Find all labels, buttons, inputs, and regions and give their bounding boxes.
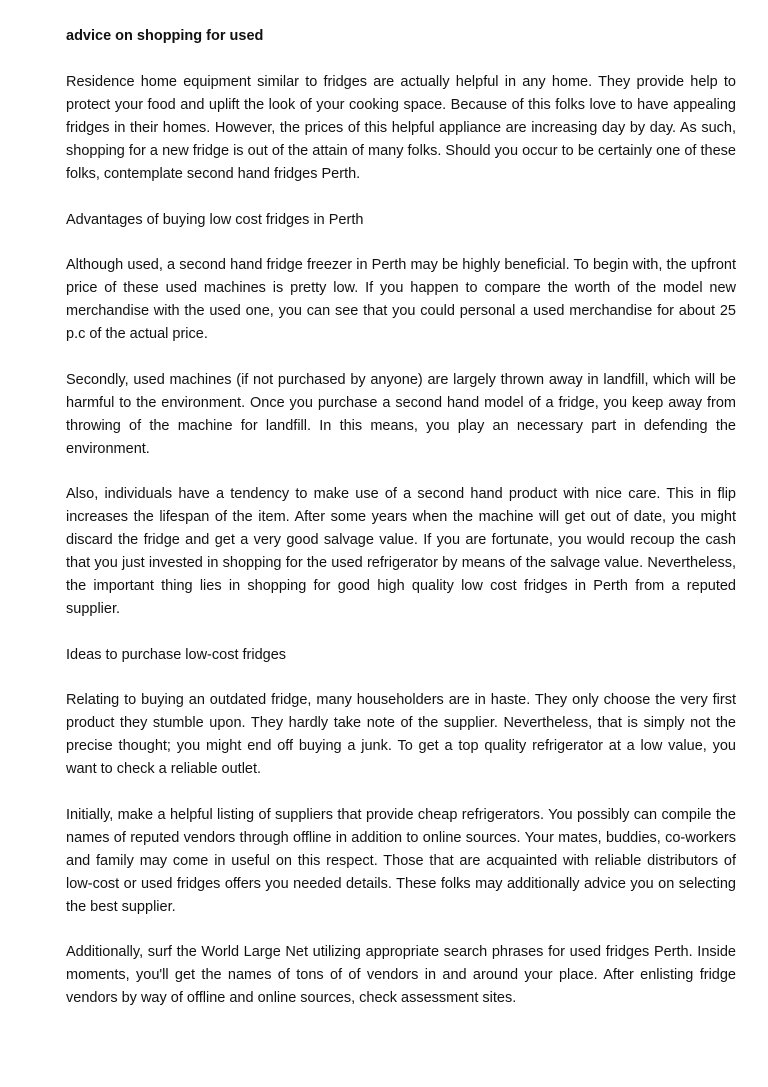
document-title: advice on shopping for used: [66, 28, 264, 44]
paragraph-supplier-listing: Initially, make a helpful listing of suppliers that provide cheap refrigerators. You possibly can compile the names of reputed vendors through offline in addition to online sources. Your mates, buddies, co-workers and family may come in useful on this respect. Those that are acquainted with reliable distributors of low-cost or used fridges offers you needed details. These folks may additionally advice you on selecting the best supplier.: [66, 806, 736, 915]
paragraph-reliable-outlet: Relating to buying an outdated fridge, many householders are in haste. They only choose the very first product they stumble upon. They hardly take note of the supplier. Nevertheless, that is simply not the precise thought; you might end off buying a junk. To get a top quality refrigerator at a low value, you want to check a reliable outlet.: [66, 692, 736, 777]
paragraph-environment: Secondly, used machines (if not purchased by anyone) are largely thrown away in landfill, which will be harmful to the environment. Once you purchase a second hand model of a fridge, you keep away from throwing of the machine for landfill. In this means, you play an necessary part in defending the environment.: [66, 371, 736, 457]
paragraph-intro: Residence home equipment similar to fridges are actually helpful in any home. They provide help to protect your food and uplift the look of your cooking space. Because of this folks love to have appealing fridges in their homes. However, the prices of this helpful appliance are increasing day by day. As such, shopping for a new fridge is out of the attain of many folks. Should you occur to be certainly one of these folks, contemplate second hand fridges Perth.: [66, 74, 736, 182]
section-heading-ideas: Ideas to purchase low-cost fridges: [66, 646, 287, 663]
paragraph-web-search: Additionally, surf the World Large Net utilizing appropriate search phrases for used fridges Perth. Inside moments, you'll get the names of tons of of vendors in and around your place. After enlisting fridge vendors by way of offline and online sources, check assessment sites.: [66, 944, 736, 1006]
paragraph-salvage-value: Also, individuals have a tendency to make use of a second hand product with nice care. This in flip increases the lifespan of the item. After some years when the machine will get out of date, you might discard the fridge and get a very good salvage value. If you are fortunate, you would recoup the cash that you just invested in shopping for the used refrigerator by means of the salvage value. Nevertheless, the important thing lies in shopping for good high quality low cost fridges in Perth from a reputed supplier.: [66, 486, 736, 617]
paragraph-upfront-price: Although used, a second hand fridge freezer in Perth may be highly beneficial. To begin with, the upfront price of these used machines is pretty low. If you happen to compare the worth of the model new merchandise with the used one, you can see that you could personal a used merchandise for about 25 p.c of the actual price.: [66, 257, 736, 342]
document-page: [66, 25, 736, 1033]
section-heading-advantages: Advantages of buying low cost fridges in Perth: [66, 211, 364, 228]
